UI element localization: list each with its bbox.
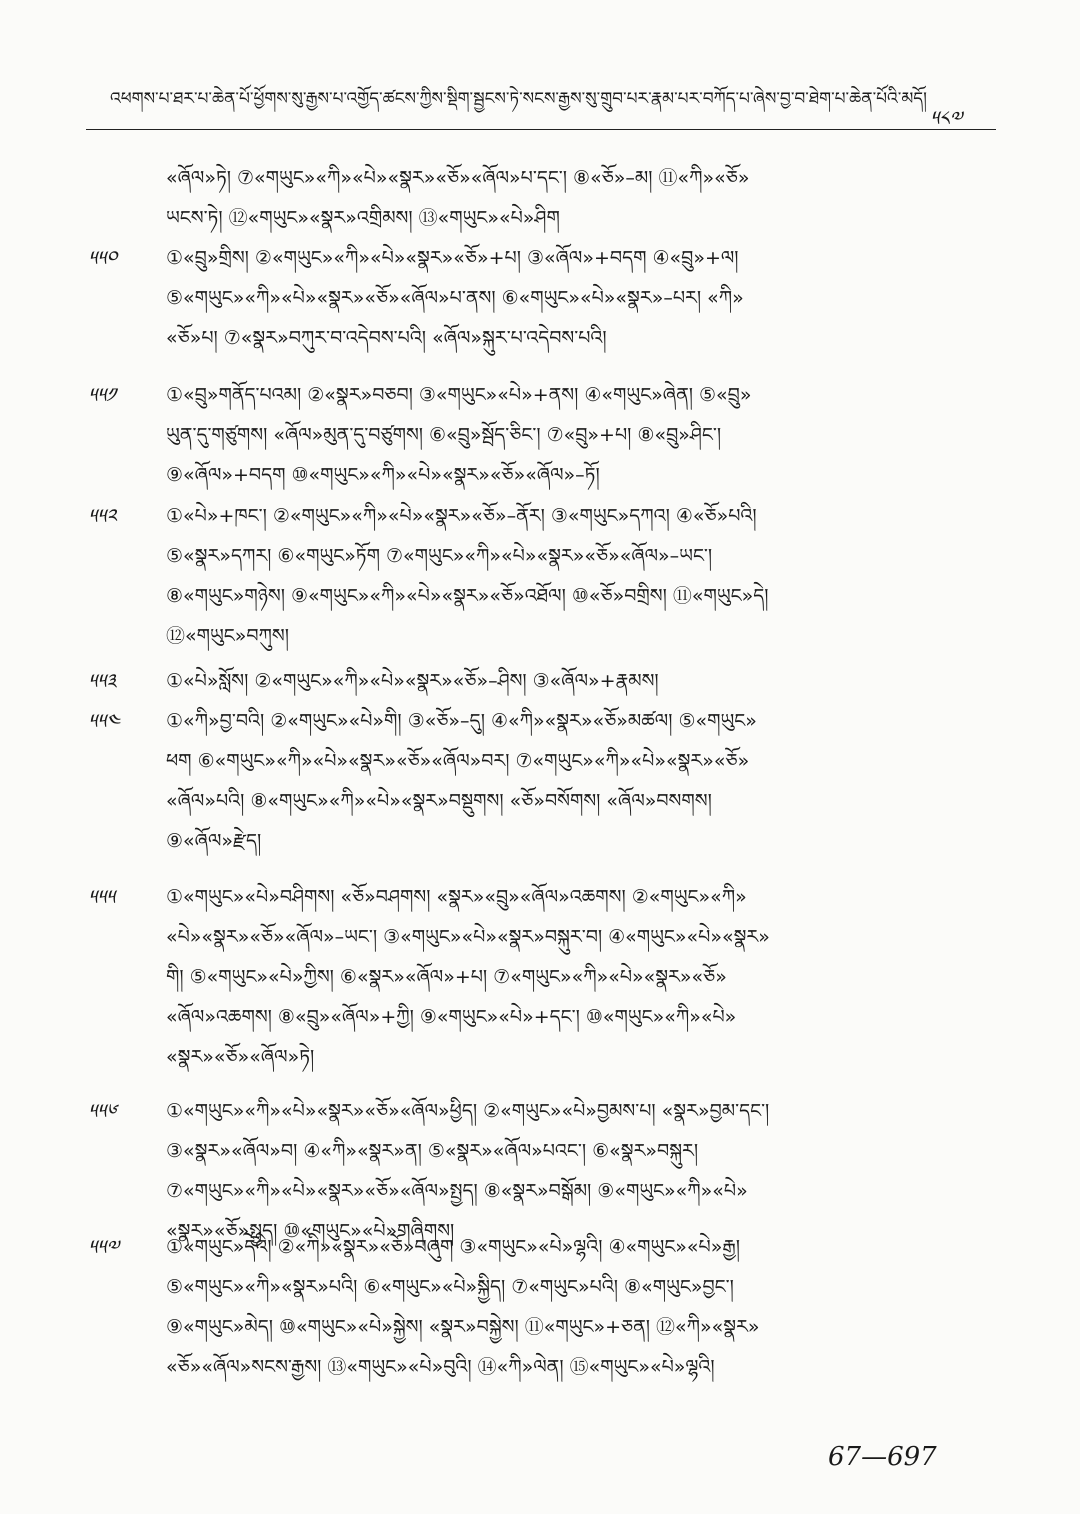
entry-number: ༥༥༤ [88,709,120,733]
note-line: ⑧«གཡུང»གཉེས། ⑨«གཡུང»«ཀི»«པེ»«སྣར»«ཅོ»འཐོལ། ⑩«ཅོ»བགྲིས། ⑪«གཡུང»དེ། [166,585,769,607]
entry-number: ༥༥༠ [88,246,117,270]
entry-lines [166,661,992,701]
entry-number: ༥༥༢ [88,504,117,528]
entry-lines [166,496,992,656]
note-line: «སྣར»«ཅོ»«ཞོལ»ཏེ། [166,1046,315,1068]
note-line: ①«བྲུ»གནོད་པའམ། ②«སྣར»བཅབ། ③«གཡུང»«པེ»+ནས། ④«གཡུང»ཞེན། ⑤«བྲུ» [166,384,752,406]
header-page-mark: ༥༨༧ [930,106,962,130]
note-line: ⑤«གཡུང»«ཀི»«སྣར»པའི། ⑥«གཡུང»«པེ»སྐྱིད། ⑦«གཡུང»པའི། ⑧«གཡུང»བྱང་། [166,1276,734,1298]
entry-lines [166,158,992,238]
note-line: ⑤«སྣར»དཀར། ⑥«གཡུང»ཏོག ⑦«གཡུང»«ཀི»«པེ»«སྣར»«ཅོ»«ཞོལ»–ཡང་། [166,545,713,567]
note-line: «ཞོལ»འཆགས། ⑧«བྲུ»«ཞོལ»+ཀྱི། ⑨«གཡུང»«པེ»+དང་། ⑩«གཡུང»«ཀི»«པེ» [166,1006,737,1028]
note-line: ཕག ⑥«གཡུང»«ཀི»«པེ»«སྣར»«ཅོ»«ཞོལ»བར། ⑦«གཡུང»«ཀི»«པེ»«སྣར»«ཅོ» [166,750,750,772]
entry-number: ༥༥༦ [88,1099,117,1123]
note-line: «པེ»«སྣར»«ཅོ»«ཞོལ»–ཡང་། ③«གཡུང»«པེ»«སྣར»བསྐུར་བ། ④«གཡུང»«པེ»«སྣར» [166,926,770,948]
note-line: «ཅོ»«ཞོལ»སངས་རྒྱས། ⑬«གཡུང»«པེ»བུའི། ⑭«ཀི»ལེན། ⑮«གཡུང»«པེ»ལྷའི། [166,1356,715,1378]
note-line: ①«ཀི»བྱ་བའི། ②«གཡུང»«པེ»གི། ③«ཅོ»–དུ། ④«ཀི»«སྣར»«ཅོ»མཚལ། ⑤«གཡུང» [166,710,757,732]
note-line: ⑨«གཡུང»མེད། ⑩«གཡུང»«པེ»སྐྱེས། «སྣར»བསྐྱེས། ⑪«གཡུང»+ཅན། ⑫«ཀི»«སྣར» [166,1316,760,1338]
note-line: ཡུན་དུ་གཙུགས། «ཞོལ»མུན་དུ་བཙུགས། ⑥«བྲུ»སྦོད་ཅིང་། ⑦«བྲུ»+པ། ⑧«བྲུ»ཤིང་། [166,424,722,446]
note-line: «ཅོ»པ། ⑦«སྣར»བཀུར་བ་འདེབས་པའི། «ཞོལ»སྐུར་པ་འདེབས་པའི། [166,327,607,349]
note-line: ①«པེ»སློས། ②«གཡུང»«ཀི»«པེ»«སྣར»«ཅོ»–ཤིས། ③«ཞོལ»+རྣམས། [166,670,659,692]
note-line: ③«སྣར»«ཞོལ»བ། ④«ཀི»«སྣར»ན། ⑤«སྣར»«ཞོལ»པའང་། ⑥«སྣར»བསྐུར། [166,1140,699,1162]
note-line: «ཞོལ»ཏེ། ⑦«གཡུང»«ཀི»«པེ»«སྣར»«ཅོ»«ཞོལ»པ་དང་། ⑧«ཅོ»–མ། ⑪«ཀི»«ཅོ» [166,167,750,189]
note-line: ⑨«ཞོལ»རྫེད། [166,830,262,852]
note-line: ⑦«གཡུང»«ཀི»«པེ»«སྣར»«ཅོ»«ཞོལ»སྤྱད། ⑧«སྣར»བསྒོམ། ⑨«གཡུང»«ཀི»«པེ» [166,1180,748,1202]
note-line: ⑤«གཡུང»«ཀི»«པེ»«སྣར»«ཅོ»«ཞོལ»པ་ནས། ⑥«གཡུང»«པེ»«སྣར»–པར། «ཀི» [166,287,744,309]
entry-number: ༥༥༡ [88,383,116,407]
entry-lines [166,877,992,1077]
note-line: གི། ⑤«གཡུང»«པེ»ཀྱིས། ⑥«སྣར»«ཞོལ»+པ། ⑦«གཡུང»«ཀི»«པེ»«སྣར»«ཅོ» [166,966,727,988]
entry-number: ༥༥༥ [88,885,115,909]
note-line: ①«པེ»+ཁང་། ②«གཡུང»«ཀི»«པེ»«སྣར»«ཅོ»–ནོར། ③«གཡུང»དཀའ། ④«ཅོ»པའི། [166,505,757,527]
note-line: ①«གཡུང»«ཀི»«པེ»«སྣར»«ཅོ»«ཞོལ»ཕྱིད། ②«གཡུང»«པེ»བྱམས་པ། «སྣར»བྱམ་དང་། [166,1100,770,1122]
note-line: ①«གཡུང»དེའི། ②«ཀི»«སྣར»«ཅོ»བཞུག ③«གཡུང»«པེ»ལྷའི། ④«གཡུང»«པེ»རྒྱ། [166,1236,740,1258]
running-header: འཕགས་པ་ཐར་པ་ཆེན་པོ་ཕྱོགས་སུ་རྒྱས་པ་འགྱོད་ཚངས་ཀྱིས་སྡིག་སྦྱངས་ཏེ་སངས་རྒྱས་སུ་གྲུབ་པར་རྣམ་པར་བཀོད་པ་ཞེས་བྱ་བ་ཐེག་པ་ཆེན་པོའི་མདོ། [110,89,927,109]
header-rule [86,129,996,130]
note-line: ①«གཡུང»«པེ»བཤིགས། «ཅོ»བཤགས། «སྣར»«བྲུ»«ཞོལ»འཆགས། ②«གཡུང»«ཀི» [166,886,747,908]
entry-lines [166,238,992,358]
note-line: ཡངས་ཏེ། ⑫«གཡུང»«སྣར»འགྲིམས། ⑬«གཡུང»«པེ»ཤིག [166,207,560,229]
entry-lines [166,375,992,495]
note-line: ①«བྲུ»གྲིས། ②«གཡུང»«ཀི»«པེ»«སྣར»«ཅོ»+པ། ③«ཞོལ»+བདག ④«བྲུ»+ལ། [166,247,739,269]
note-line: «སྣར»«ཅོ»སྤྱད། ⑩«གཡུང»«པེ»གཞིགས། [166,1220,455,1242]
note-line: «ཞོལ»པའི། ⑧«གཡུང»«ཀི»«པེ»«སྣར»བསྡུགས། «ཅོ»བསོགས། «ཞོལ»བསགས། [166,790,712,812]
page-number: 67—697 [828,1442,937,1472]
entry-lines [166,701,992,861]
note-line: ⑫«གཡུང»བཀུས། [166,625,289,647]
note-line: ⑨«ཞོལ»+བདག ⑩«གཡུང»«ཀི»«པེ»«སྣར»«ཅོ»«ཞོལ»–ཏོ། [166,464,600,486]
entry-lines [166,1227,992,1387]
entry-number: ༥༥༣ [88,669,117,693]
entry-number: ༥༥༧ [88,1235,119,1259]
